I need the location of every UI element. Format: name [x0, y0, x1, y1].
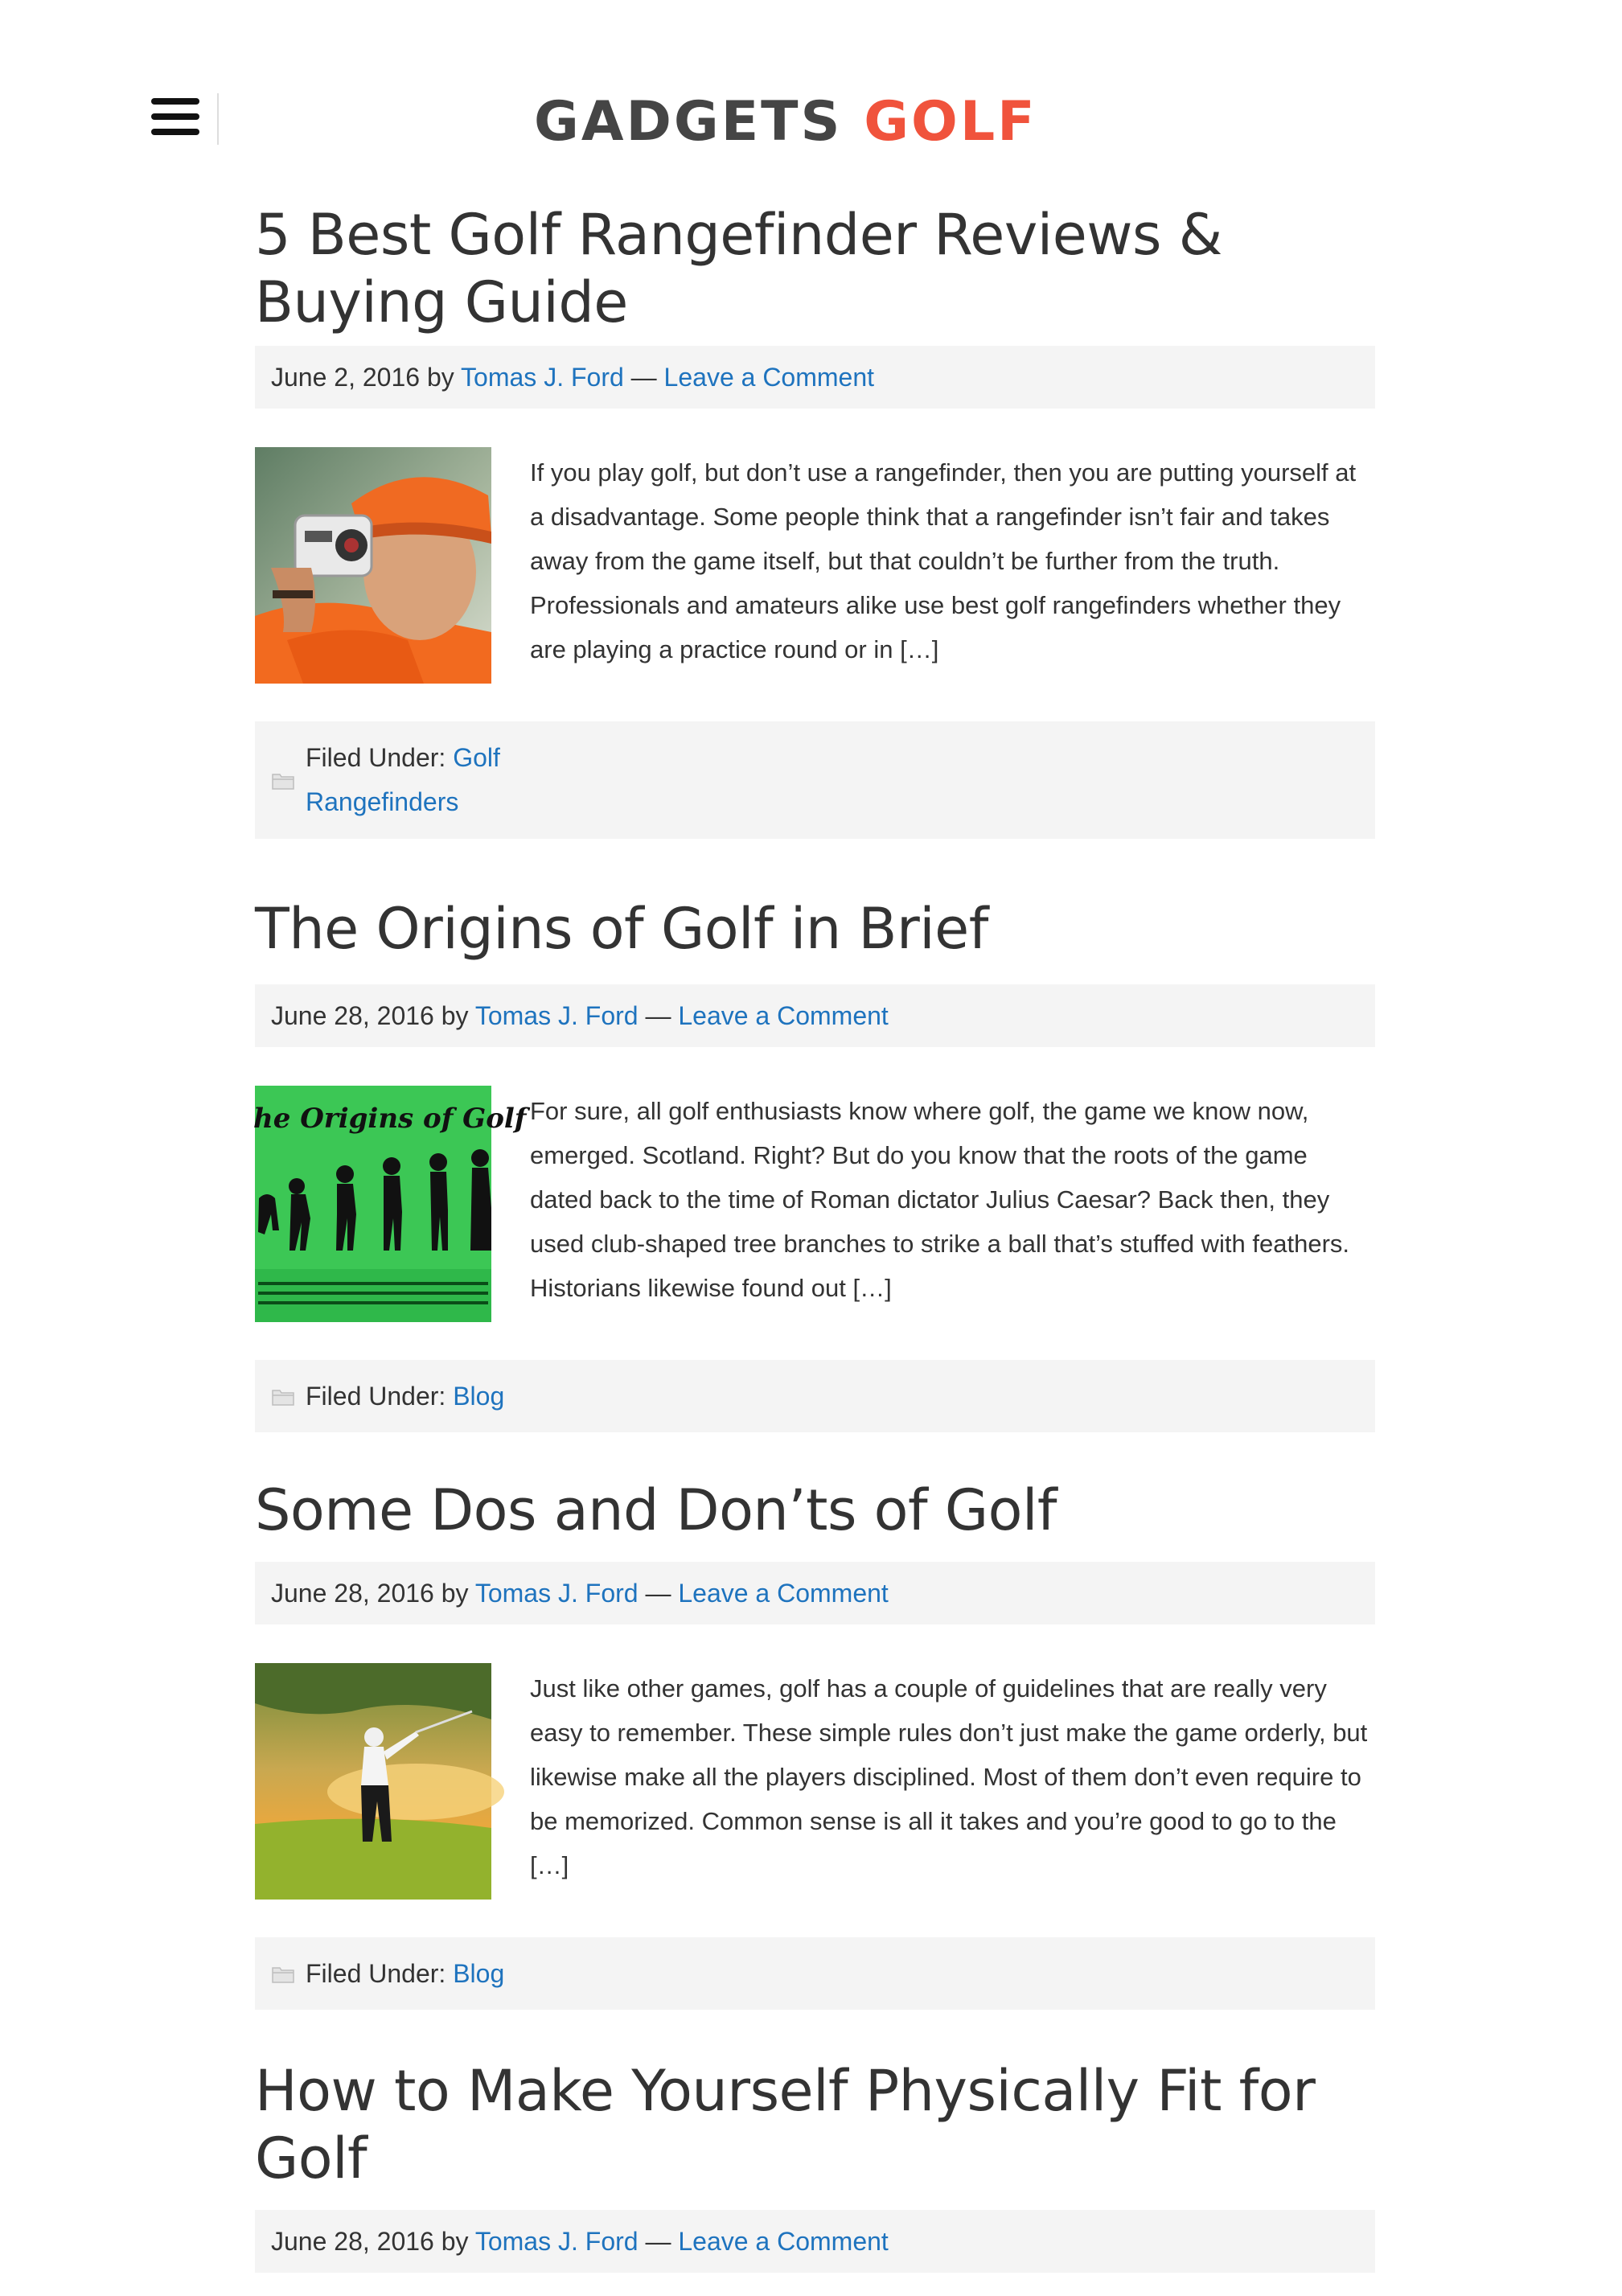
post-title[interactable]: 5 Best Golf Rangefinder Reviews & Buying Guide [255, 202, 1222, 335]
meta-separator: — [645, 2227, 671, 2256]
hamburger-menu-icon[interactable] [151, 98, 199, 140]
meta-separator: — [630, 363, 657, 392]
post-by: by [426, 363, 454, 392]
meta-separator: — [645, 1579, 671, 1608]
post-2 [255, 895, 1375, 1432]
post-excerpt [255, 447, 1375, 684]
header-divider [217, 93, 219, 145]
meta-separator: — [645, 1001, 671, 1030]
filed-under-label: Filed Under: [306, 1959, 446, 1988]
site-logo[interactable] [534, 90, 1037, 154]
post-meta [255, 984, 1375, 1047]
golfer-swing-image [255, 1663, 491, 1900]
category-link[interactable]: Blog [453, 1382, 505, 1411]
post-date: June 2, 2016 [271, 363, 421, 392]
leave-comment-link[interactable]: Leave a Comment [678, 1001, 889, 1030]
category-link[interactable]: Golf Rangefinders [306, 743, 500, 816]
post-4 [255, 2057, 1375, 2273]
author-link[interactable]: Tomas J. Ford [461, 363, 624, 392]
thumb-caption: he Origins of Golf [253, 1103, 527, 1135]
post-excerpt [255, 1086, 1375, 1322]
post-by: by [441, 1579, 469, 1608]
origins-of-golf-image [253, 1086, 527, 1322]
author-link[interactable]: Tomas J. Ford [474, 2227, 639, 2256]
post-excerpt [255, 1663, 1375, 1900]
post-date: June 28, 2016 [271, 2227, 434, 2256]
post-date: June 28, 2016 [271, 1001, 434, 1030]
post-title[interactable]: The Origins of Golf in Brief [255, 896, 988, 962]
post-title[interactable]: How to Make Yourself Physically Fit for Golf [255, 2058, 1316, 2191]
post-1 [255, 201, 1375, 839]
excerpt-text: Just like other games, golf has a couple of guidelines that are really very easy to remember. These simple rules don’t just make the game orderly, but likewise make all the players disciplined. Most of them don’t even require to be memorized. Common sense is all it takes and you’re good to go to the […] [530, 1674, 1368, 1879]
post-categories [255, 721, 1375, 839]
folder-icon [271, 1384, 295, 1408]
post-categories [255, 1937, 1375, 2010]
author-link[interactable]: Tomas J. Ford [474, 1579, 639, 1608]
post-by: by [441, 1001, 469, 1030]
filed-under-label: Filed Under: [306, 1382, 446, 1411]
logo-text-golf: GOLF [864, 90, 1037, 154]
author-link[interactable]: Tomas J. Ford [474, 1001, 639, 1030]
golfer-with-rangefinder-image [255, 447, 491, 684]
leave-comment-link[interactable]: Leave a Comment [678, 1579, 889, 1608]
leave-comment-link[interactable]: Leave a Comment [678, 2227, 889, 2256]
excerpt-text: If you play golf, but don’t use a rangefinder, then you are putting yourself at a disadvantage. Some people think that a rangefinder isn’t fair and takes away from the game itself, but that couldn’t be further from the truth. Professionals and amateurs alike use best golf rangefinders whether they are playing a practice round or in […] [530, 458, 1357, 663]
post-thumbnail[interactable] [255, 447, 491, 684]
site-header [0, 0, 1622, 185]
post-3 [255, 1477, 1375, 2010]
post-categories [255, 1360, 1375, 1432]
post-meta [255, 1562, 1375, 1624]
post-title[interactable]: Some Dos and Don’ts of Golf [255, 1477, 1057, 1543]
post-thumbnail[interactable] [253, 1086, 527, 1322]
post-date: June 28, 2016 [271, 1579, 434, 1608]
post-meta [255, 346, 1375, 409]
post-meta [255, 2210, 1375, 2273]
filed-under-label: Filed Under: [306, 743, 446, 772]
folder-icon [271, 768, 295, 792]
post-by: by [441, 2227, 469, 2256]
excerpt-text: For sure, all golf enthusiasts know where golf, the game we know now, emerged. Scotland. Right? But do you know that the roots of the game dated back to the time of Roman dictator Julius Caesar? Back then, they used club-shaped tree branches to strike a ball that’s stuffed with feathers. Historians likewise found out […] [530, 1097, 1350, 1302]
category-link[interactable]: Blog [453, 1959, 505, 1988]
folder-icon [271, 1961, 295, 1986]
leave-comment-link[interactable]: Leave a Comment [663, 363, 875, 392]
logo-text-gadgets: GADGETS [534, 90, 843, 154]
post-thumbnail[interactable] [255, 1663, 491, 1900]
